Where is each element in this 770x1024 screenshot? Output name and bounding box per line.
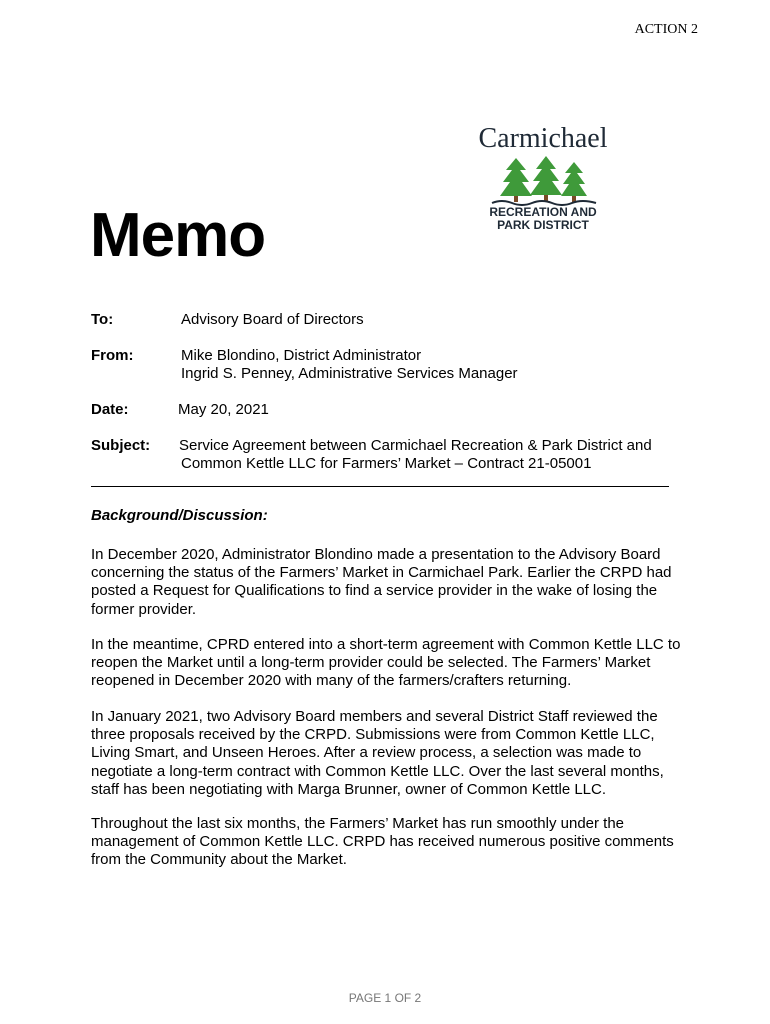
memo-title: Memo xyxy=(90,201,266,270)
action-label: ACTION 2 xyxy=(634,22,698,37)
tree-right-icon xyxy=(561,162,587,202)
subject-label: Subject: xyxy=(91,437,151,454)
paragraph-4: Throughout the last six months, the Farmers’ Market has run smoothly under the management of Common Kettle LLC. CRPD has received numerous positive comments from the Community about the Market. xyxy=(91,815,674,869)
to-value: Advisory Board of Directors xyxy=(181,311,364,328)
header-divider xyxy=(91,486,669,487)
logo-subtitle-line1: RECREATION AND xyxy=(489,205,597,219)
page-number: PAGE 1 OF 2 xyxy=(348,991,422,1005)
tree-middle-icon xyxy=(530,156,562,202)
paragraph-3: In January 2021, two Advisory Board members and several District Staff reviewed the three proposals received by the CRPD. Submissions were from Common Kettle LLC, Living Smart, and Unseen Heroes. After a review process, a selection was made to negotiate a long-term contract with Common Kettle LLC. Over the last several months, staff has been negotiating with Marga Brunner, owner of Common Kettle LLC. xyxy=(91,708,664,798)
to-label: To: xyxy=(91,311,114,328)
subject-line-1: Service Agreement between Carmichael Recreation & Park District and xyxy=(179,437,652,454)
subject-value xyxy=(179,437,652,473)
from-value xyxy=(181,347,518,383)
section-heading: Background/Discussion: xyxy=(91,507,268,524)
from-line-1: Mike Blondino, District Administrator xyxy=(181,347,422,364)
logo-subtitle-line2: PARK DISTRICT xyxy=(497,218,589,232)
date-value: May 20, 2021 xyxy=(178,401,269,418)
tree-left-icon xyxy=(500,158,532,202)
paragraph-1: In December 2020, Administrator Blondino made a presentation to the Advisory Board concerning the status of the Farmers’ Market in Carmichael Park. Earlier the CRPD had posted a Request for Qualifications to find a service provider in the wake of losing the former provider. xyxy=(91,546,672,618)
from-line-2: Ingrid S. Penney, Administrative Services Manager xyxy=(181,365,518,382)
logo-subtitle xyxy=(470,206,616,232)
logo-name: Carmichael xyxy=(478,123,608,154)
from-label: From: xyxy=(91,347,134,364)
pine-trees-icon xyxy=(490,156,600,206)
district-logo xyxy=(460,120,620,240)
paragraph-2: In the meantime, CPRD entered into a short-term agreement with Common Kettle LLC to reopen the Market until a long-term provider could be selected. The Farmers’ Market reopened in December 2020 with many of the farmers/crafters returning. xyxy=(91,636,681,690)
subject-line-2: Common Kettle LLC for Farmers’ Market – Contract 21-05001 xyxy=(181,455,592,472)
date-label: Date: xyxy=(91,401,129,418)
